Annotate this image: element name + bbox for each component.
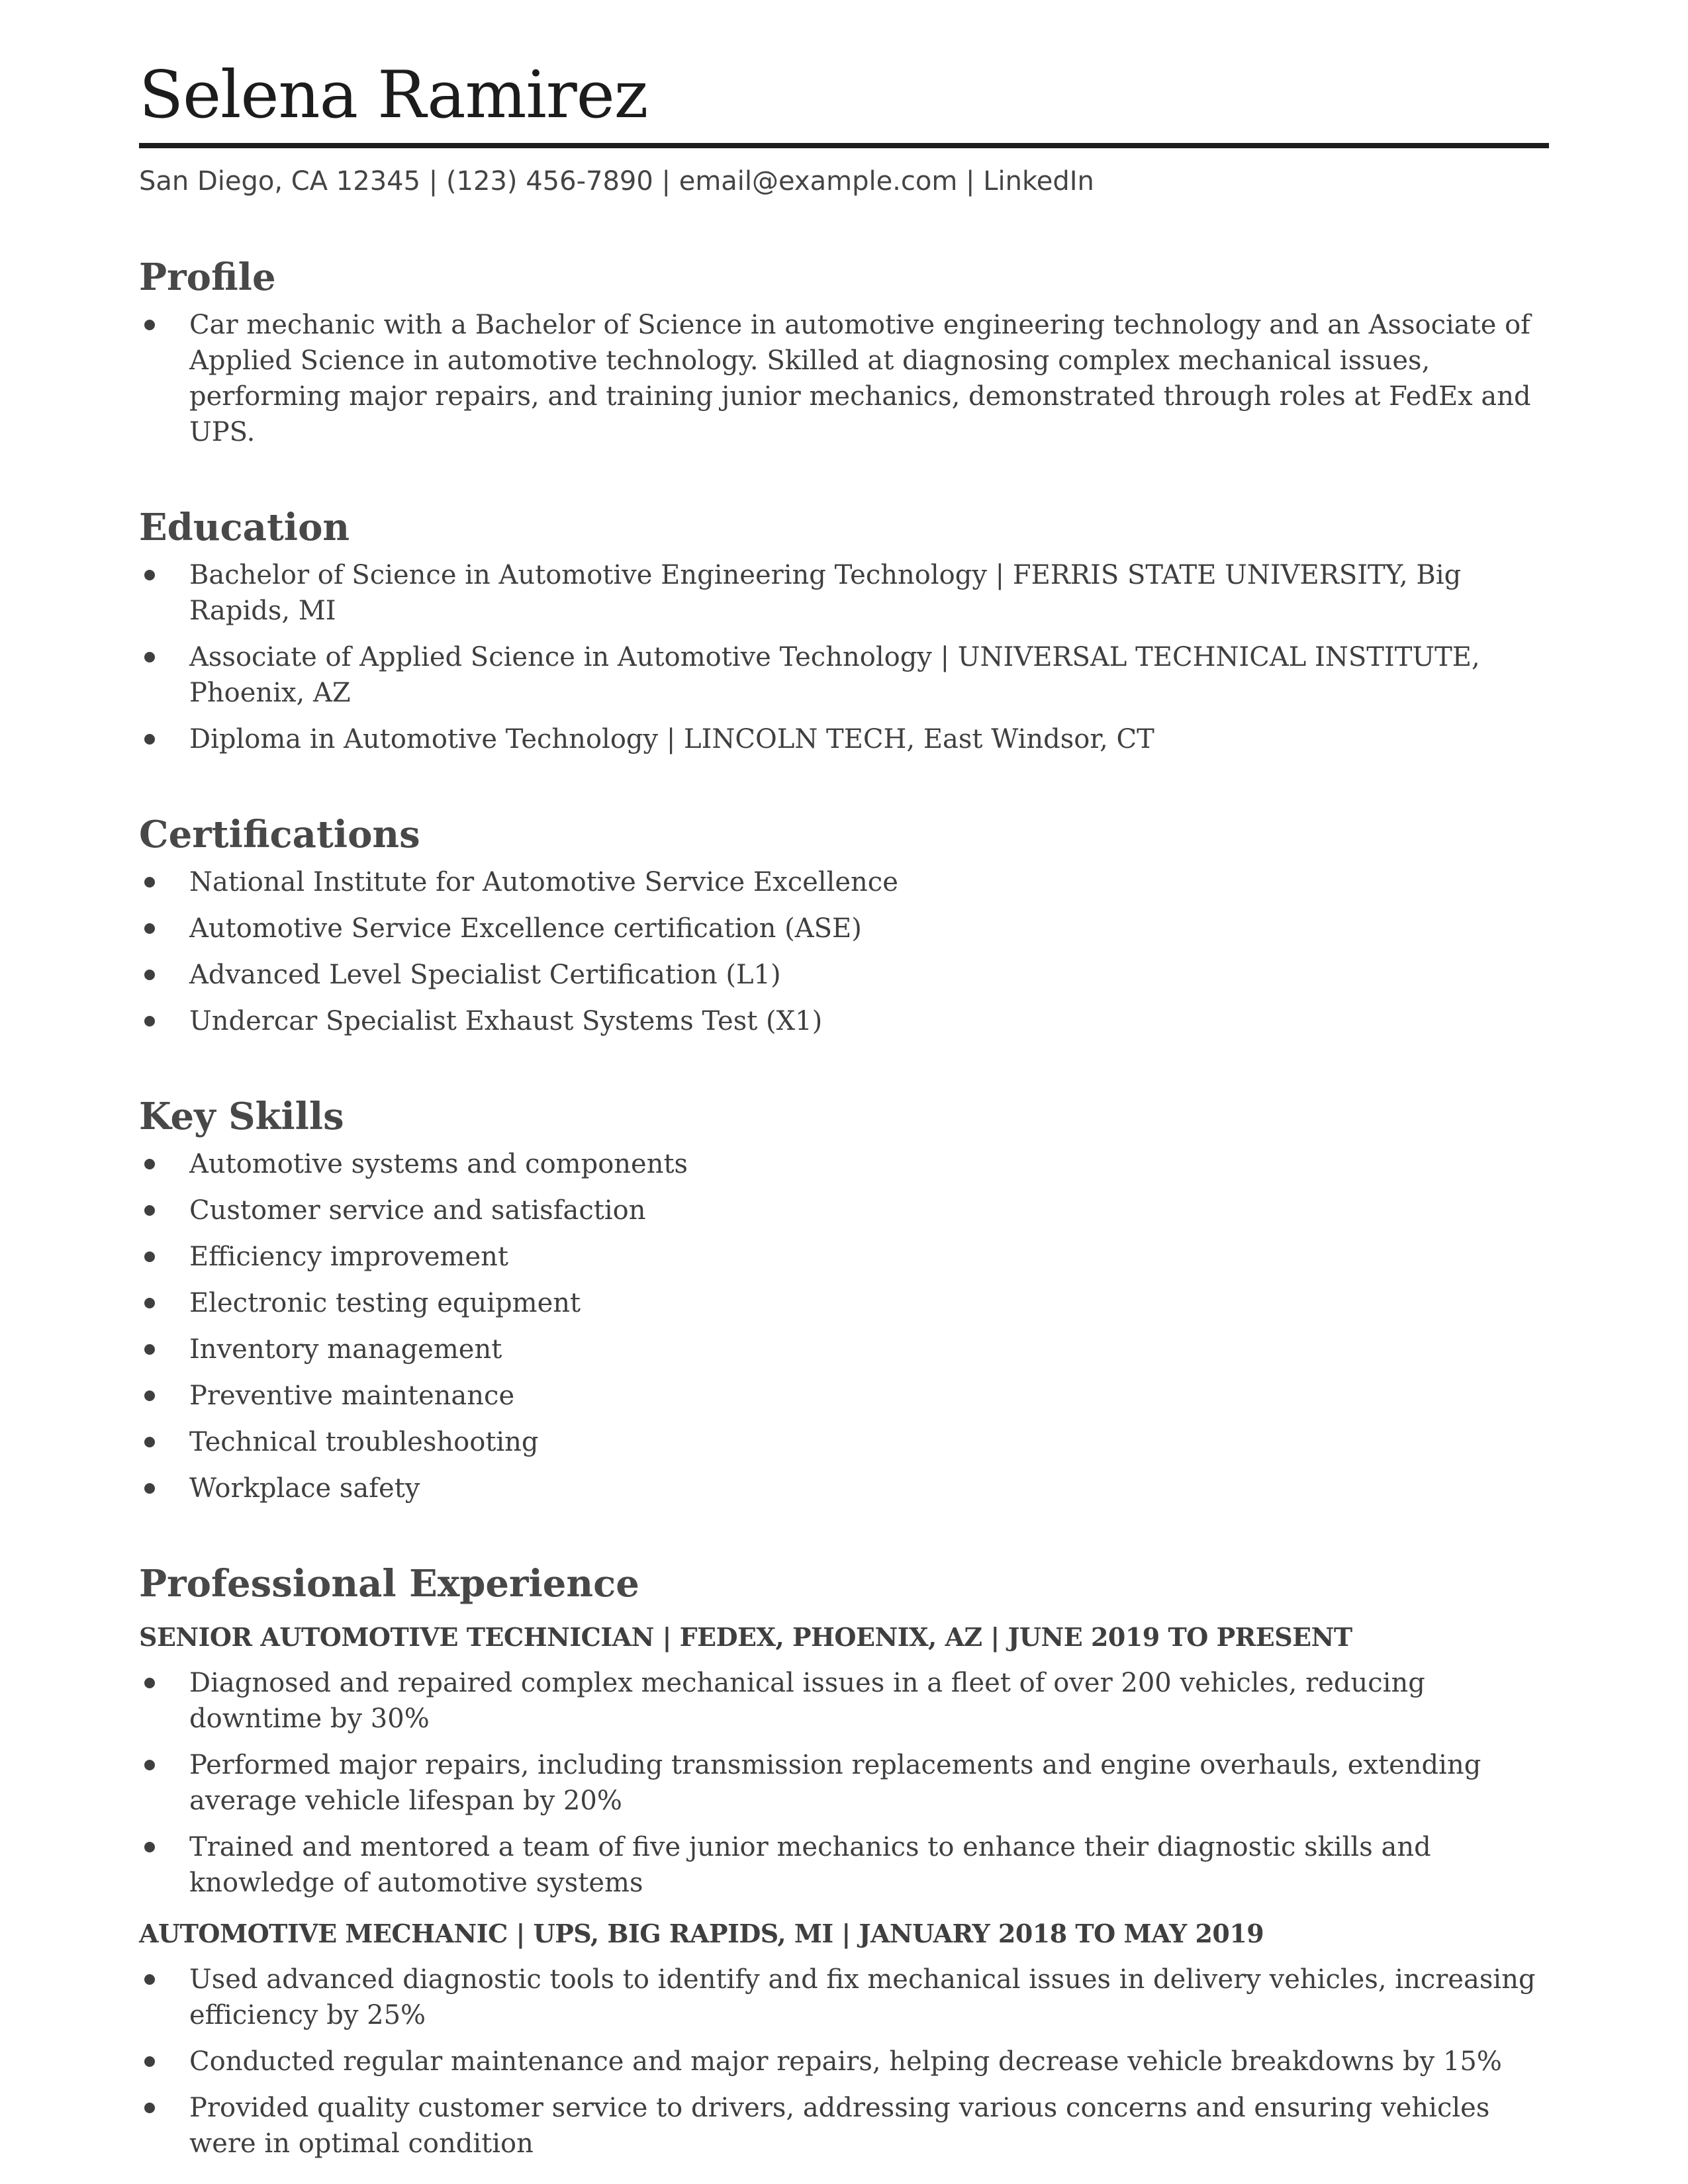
bullet-icon xyxy=(144,1974,155,1985)
list-item-text: Automotive Service Excellence certification (ASE) xyxy=(189,913,862,944)
section-title-skills: Key Skills xyxy=(139,1095,344,1138)
bullet-icon xyxy=(144,923,155,934)
bullet-icon xyxy=(144,1437,155,1447)
job-heading: AUTOMOTIVE MECHANIC | UPS, BIG RAPIDS, MI | JANUARY 2018 TO MAY 2019 xyxy=(139,1919,1264,1948)
list-item xyxy=(139,957,1549,993)
job-duties-list xyxy=(139,1962,1549,2161)
list-item xyxy=(139,1285,1549,1321)
skills-list xyxy=(139,1146,1549,1506)
list-item xyxy=(139,1239,1549,1275)
list-item-text: Provided quality customer service to drivers, addressing various concerns and ensuring vehicles were in optimal condition xyxy=(189,2093,1490,2159)
list-item xyxy=(139,307,1549,450)
list-item xyxy=(139,1962,1549,2033)
bullet-icon xyxy=(144,2103,155,2113)
list-item xyxy=(139,1747,1549,1819)
bullet-icon xyxy=(144,734,155,745)
profile-list xyxy=(139,307,1549,450)
list-item xyxy=(139,1829,1549,1901)
bullet-icon xyxy=(144,1842,155,1852)
bullet-icon xyxy=(144,1016,155,1026)
list-item-text: Used advanced diagnostic tools to identify and fix mechanical issues in delivery vehicles, increasing efficiency by 25% xyxy=(189,1964,1536,2030)
skills-section xyxy=(139,1093,1549,1506)
education-list xyxy=(139,557,1549,757)
list-item xyxy=(139,1332,1549,1367)
list-item-text: Efficiency improvement xyxy=(189,1242,508,1272)
section-title-certifications: Certifications xyxy=(139,813,420,856)
bullet-icon xyxy=(144,1760,155,1770)
list-item-text: Undercar Specialist Exhaust Systems Test (X1) xyxy=(189,1006,823,1036)
job-heading: SENIOR AUTOMOTIVE TECHNICIAN | FEDEX, PHOENIX, AZ | JUNE 2019 TO PRESENT xyxy=(139,1622,1352,1652)
list-item-text: Customer service and satisfaction xyxy=(189,1195,646,1226)
list-item-text: Diagnosed and repaired complex mechanical issues in a fleet of over 200 vehicles, reducing downtime by 30% xyxy=(189,1668,1425,1734)
section-title-education: Education xyxy=(139,506,350,549)
bullet-icon xyxy=(144,1344,155,1355)
list-item-text: Conducted regular maintenance and major repairs, helping decrease vehicle breakdowns by 15% xyxy=(189,2046,1502,2077)
bullet-icon xyxy=(144,877,155,887)
bullet-icon xyxy=(144,1298,155,1308)
list-item xyxy=(139,1378,1549,1414)
profile-section xyxy=(139,254,1549,450)
education-section xyxy=(139,504,1549,757)
bullet-icon xyxy=(144,970,155,980)
list-item-text: Performed major repairs, including transmission replacements and engine overhauls, extending average vehicle lifespan by 20% xyxy=(189,1750,1481,1816)
bullet-icon xyxy=(144,652,155,662)
section-title-experience: Professional Experience xyxy=(139,1562,639,1606)
list-item-text: Associate of Applied Science in Automotive Technology | UNIVERSAL TECHNICAL INSTITUTE, Phoenix, AZ xyxy=(189,642,1480,708)
bullet-icon xyxy=(144,570,155,580)
certifications-section xyxy=(139,811,1549,1039)
experience-section xyxy=(139,1561,1549,2161)
list-item-text: Inventory management xyxy=(189,1334,502,1365)
list-item-text: Advanced Level Specialist Certification (L1) xyxy=(189,960,781,990)
resume-page xyxy=(139,0,1549,2172)
list-item-text: Workplace safety xyxy=(189,1473,420,1504)
list-item-text: Bachelor of Science in Automotive Engineering Technology | FERRIS STATE UNIVERSITY, Big Rapids, MI xyxy=(189,560,1462,626)
list-item xyxy=(139,639,1549,711)
list-item xyxy=(139,1665,1549,1737)
list-item xyxy=(139,1146,1549,1182)
candidate-name: Selena Ramirez xyxy=(139,58,648,133)
list-item-text: Preventive maintenance xyxy=(189,1381,515,1411)
section-title-profile: Profile xyxy=(139,255,276,299)
list-item xyxy=(139,557,1549,629)
list-item xyxy=(139,721,1549,757)
job-duties-list xyxy=(139,1665,1549,1901)
bullet-icon xyxy=(144,1251,155,1262)
list-item xyxy=(139,1471,1549,1506)
list-item xyxy=(139,911,1549,946)
list-item xyxy=(139,1193,1549,1228)
list-item-text: Electronic testing equipment xyxy=(189,1288,581,1318)
certifications-list xyxy=(139,864,1549,1039)
list-item-text: Technical troubleshooting xyxy=(189,1427,539,1457)
list-item xyxy=(139,1003,1549,1039)
list-item xyxy=(139,864,1549,900)
list-item xyxy=(139,2090,1549,2161)
bullet-icon xyxy=(144,1483,155,1494)
bullet-icon xyxy=(144,1390,155,1401)
bullet-icon xyxy=(144,320,155,330)
list-item xyxy=(139,1424,1549,1460)
list-item-text: Automotive systems and components xyxy=(189,1149,688,1179)
contact-line: San Diego, CA 12345 | (123) 456-7890 | email@example.com | LinkedIn xyxy=(139,166,1094,197)
list-item-text: Diploma in Automotive Technology | LINCOLN TECH, East Windsor, CT xyxy=(189,724,1154,754)
bullet-icon xyxy=(144,1205,155,1216)
list-item xyxy=(139,2044,1549,2079)
list-item-text: National Institute for Automotive Service Excellence xyxy=(189,867,898,897)
list-item-text: Car mechanic with a Bachelor of Science in automotive engineering technology and an Associate of Applied Science in automotive technology. Skilled at diagnosing complex mechanical issues, performing major repairs, and training junior mechanics, demonstrated through roles at FedEx and UPS. xyxy=(189,310,1531,447)
header-divider xyxy=(139,143,1549,148)
bullet-icon xyxy=(144,1678,155,1688)
bullet-icon xyxy=(144,2056,155,2067)
list-item-text: Trained and mentored a team of five junior mechanics to enhance their diagnostic skills and knowledge of automotive systems xyxy=(189,1832,1431,1898)
bullet-icon xyxy=(144,1159,155,1169)
